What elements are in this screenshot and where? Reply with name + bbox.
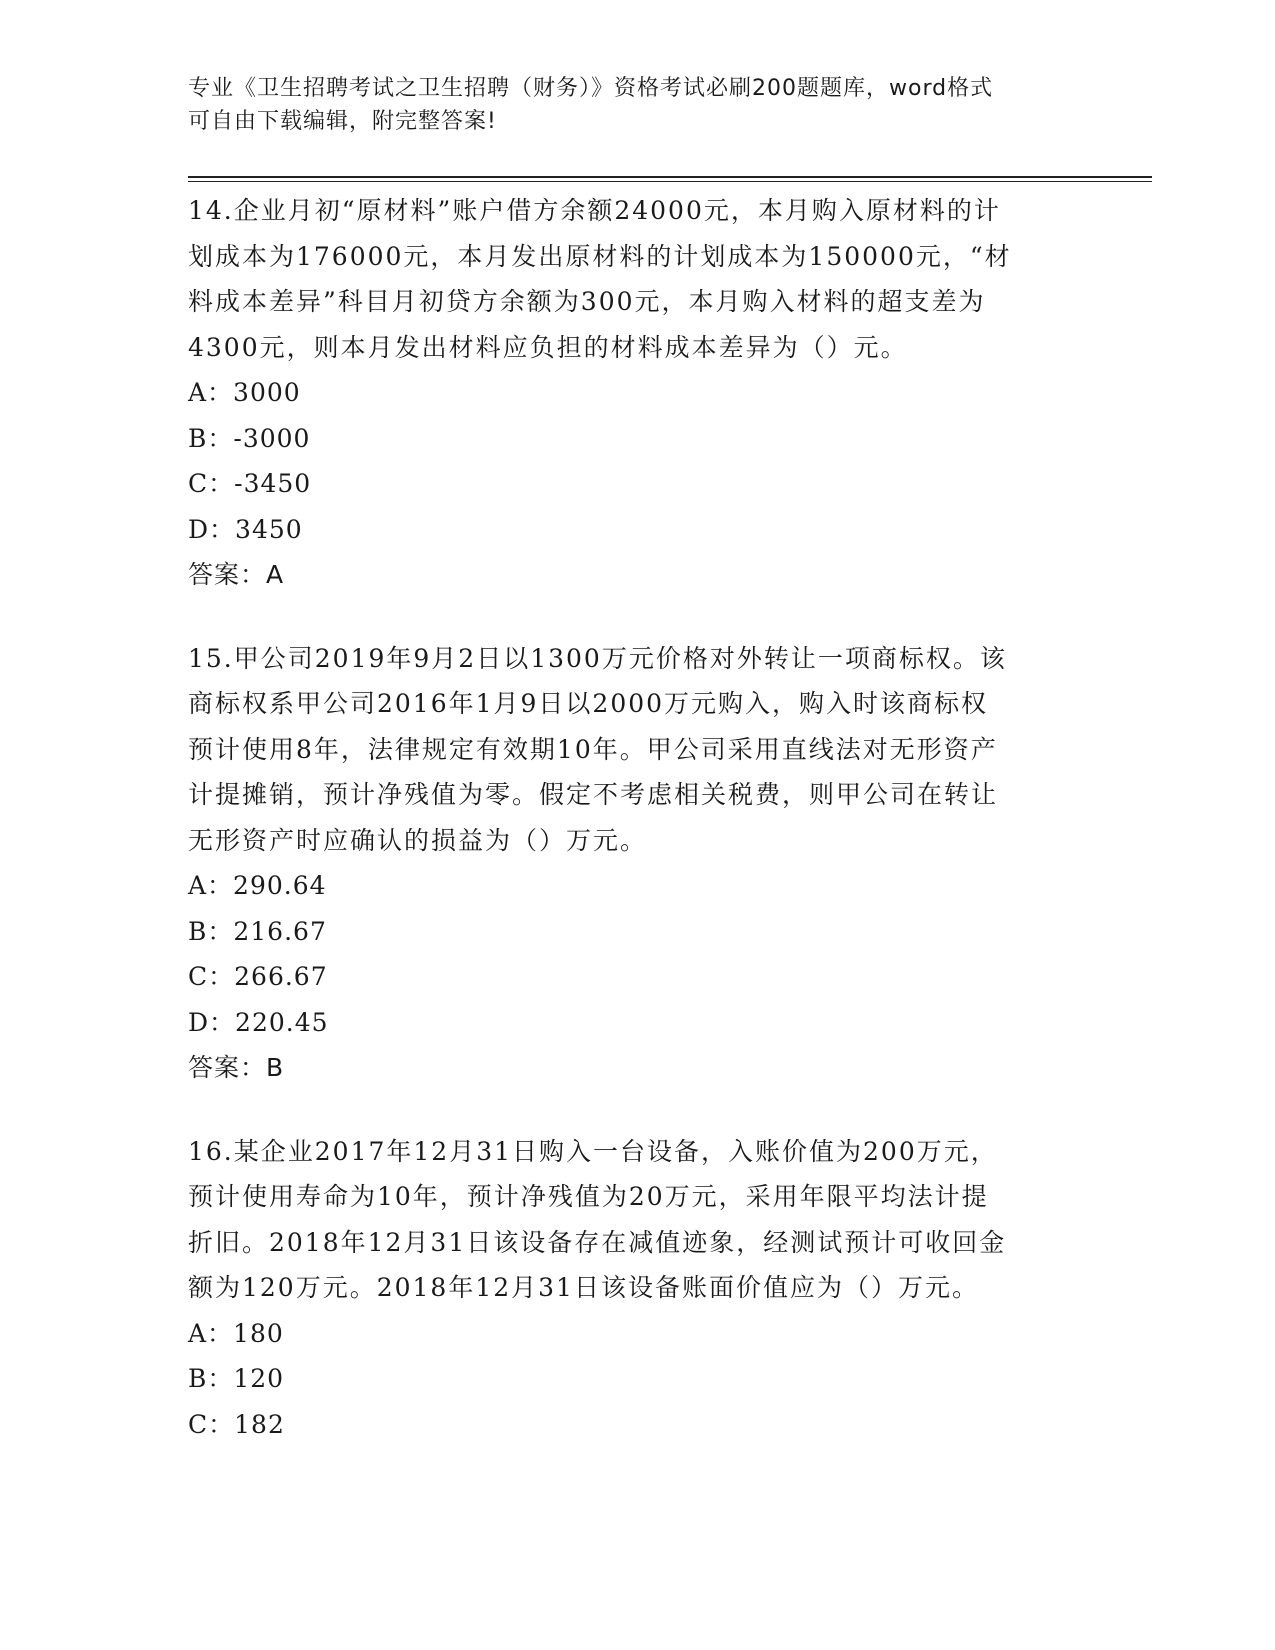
header-divider-thin bbox=[188, 181, 1152, 182]
header-divider-thick bbox=[188, 176, 1152, 178]
question-line: 14.企业月初“原材料”账户借方余额24000元，本月购入原材料的计 bbox=[188, 196, 1001, 225]
question-line: 折旧。2018年12月31日该设备存在减值迹象，经测试预计可收回金 bbox=[188, 1227, 1007, 1257]
option-c: C：-3450 bbox=[188, 469, 312, 498]
option-c: C：182 bbox=[188, 1409, 285, 1439]
option-b: B：-3000 bbox=[188, 423, 311, 453]
document-header bbox=[188, 72, 1068, 138]
question-line: 预计使用寿命为10年，预计净残值为20万元，采用年限平均法计提 bbox=[188, 1182, 989, 1211]
question-14 bbox=[188, 188, 1088, 598]
option-d: D：220.45 bbox=[188, 1007, 329, 1037]
question-line: 无形资产时应确认的损益为（）万元。 bbox=[188, 825, 648, 855]
question-line: 16.某企业2017年12月31日购入一台设备，入账价值为200万元， bbox=[188, 1136, 998, 1166]
option-d: D：3450 bbox=[188, 514, 303, 544]
question-line: 料成本差异”科目月初贷方余额为300元，本月购入材料的超支差为 bbox=[188, 287, 986, 316]
option-a: A：290.64 bbox=[188, 871, 327, 900]
option-b: B：120 bbox=[188, 1364, 285, 1393]
question-line: 商标权系甲公司2016年1月9日以2000万元购入，购入时该商标权 bbox=[188, 689, 989, 718]
question-15 bbox=[188, 636, 1088, 1091]
question-line: 15.甲公司2019年9月2日以1300万元价格对外转让一项商标权。该 bbox=[188, 643, 1007, 673]
question-list bbox=[188, 188, 1088, 1485]
question-line: 预计使用8年，法律规定有效期10年。甲公司采用直线法对无形资产 bbox=[188, 734, 998, 764]
question-line: 划成本为176000元，本月发出原材料的计划成本为150000元，“材 bbox=[188, 241, 1012, 271]
question-line: 计提摊销，预计净残值为零。假定不考虑相关税费，则甲公司在转让 bbox=[188, 780, 999, 809]
option-b: B：216.67 bbox=[188, 916, 327, 946]
question-text bbox=[188, 1129, 1088, 1311]
answer-line: 答案：B bbox=[188, 1053, 285, 1082]
header-line-2: 可自由下载编辑，附完整答案! bbox=[188, 109, 497, 134]
question-16 bbox=[188, 1129, 1088, 1448]
answer-line: 答案：A bbox=[188, 560, 285, 589]
option-a: A：3000 bbox=[188, 378, 301, 407]
option-a: A：180 bbox=[188, 1318, 284, 1348]
question-line: 额为120万元。2018年12月31日该设备账面价值应为（）万元。 bbox=[188, 1273, 979, 1302]
question-text bbox=[188, 188, 1088, 370]
option-c: C：266.67 bbox=[188, 962, 328, 991]
question-line: 4300元，则本月发出材料应负担的材料成本差异为（）元。 bbox=[188, 332, 908, 362]
header-line-1: 专业《卫生招聘考试之卫生招聘（财务）》资格考试必刷200题题库，word格式 bbox=[188, 76, 994, 101]
question-text bbox=[188, 636, 1088, 864]
